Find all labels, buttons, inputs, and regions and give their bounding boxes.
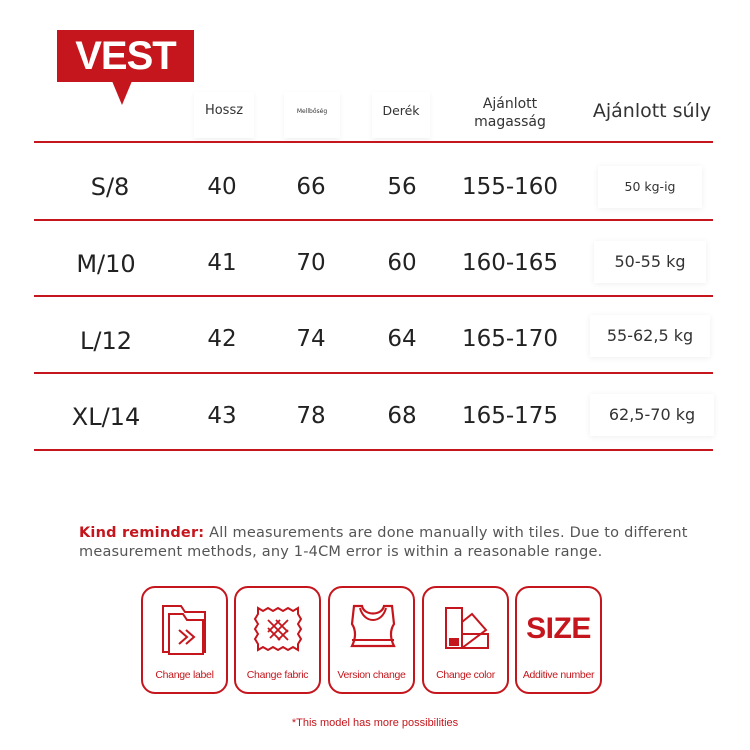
feature-additive-number (515, 586, 602, 694)
table-rule-3 (34, 372, 713, 374)
weight-cell: 62,5-70 kg (590, 394, 714, 436)
feature-label: Version change (337, 669, 406, 681)
header-length: Hossz (194, 92, 254, 138)
length-cell: 40 (207, 174, 237, 200)
length-cell: 43 (207, 403, 237, 429)
length-cell: 42 (207, 326, 237, 352)
size-icon: SIZE (526, 612, 591, 645)
feature-change-color (422, 586, 509, 694)
feature-label: Additive number (522, 669, 595, 681)
waist-cell: 68 (387, 403, 417, 429)
color-swatch-icon (436, 598, 498, 660)
height-cell: 160-165 (461, 250, 559, 276)
fabric-icon (248, 598, 310, 660)
height-cell: 155-160 (461, 174, 559, 200)
kind-reminder (79, 524, 719, 562)
vest-badge (57, 30, 194, 82)
feature-label: Change color (436, 669, 495, 681)
feature-change-fabric (234, 586, 321, 694)
height-cell: 165-170 (461, 326, 559, 352)
header-weight: Ajánlott súly (592, 100, 712, 122)
feature-change-label (141, 586, 228, 694)
size-cell: M/10 (76, 250, 136, 278)
weight-cell: 55-62,5 kg (590, 315, 710, 357)
chest-cell: 74 (296, 326, 326, 352)
waist-cell: 60 (387, 250, 417, 276)
weight-cell: 50 kg-ig (598, 166, 702, 208)
waist-cell: 64 (387, 326, 417, 352)
garment-icon (342, 598, 404, 660)
reminder-lead: Kind reminder: (79, 525, 205, 541)
chest-cell: 66 (296, 174, 326, 200)
length-cell: 41 (207, 250, 237, 276)
feature-version-change (328, 586, 415, 694)
chest-cell: 78 (296, 403, 326, 429)
table-rule-2 (34, 295, 713, 297)
size-cell: S/8 (90, 173, 130, 201)
reminder-text: All measurements are done manually with tiles. Due to different measurement methods, any 1-4CM error is within a reasonable range. (79, 525, 688, 560)
table-rule-top (34, 141, 713, 143)
chest-cell: 70 (296, 250, 326, 276)
table-rule-1 (34, 219, 713, 221)
header-waist: Derék (372, 92, 430, 138)
badge-pointer (112, 81, 132, 105)
badge-label: VEST (75, 33, 176, 78)
label-icon (155, 598, 217, 660)
header-height: Ajánlott magasság (474, 96, 546, 130)
weight-cell: 50-55 kg (594, 241, 706, 283)
header-chest: Mellbőség (284, 92, 340, 138)
footnote: *This model has more possibilities (291, 717, 459, 729)
table-rule-bottom (34, 449, 713, 451)
waist-cell: 56 (387, 174, 417, 200)
feature-label: Change fabric (246, 669, 309, 681)
feature-label: Change label (155, 669, 214, 681)
height-cell: 165-175 (461, 403, 559, 429)
size-cell: XL/14 (71, 403, 141, 431)
size-cell: L/12 (80, 327, 132, 355)
